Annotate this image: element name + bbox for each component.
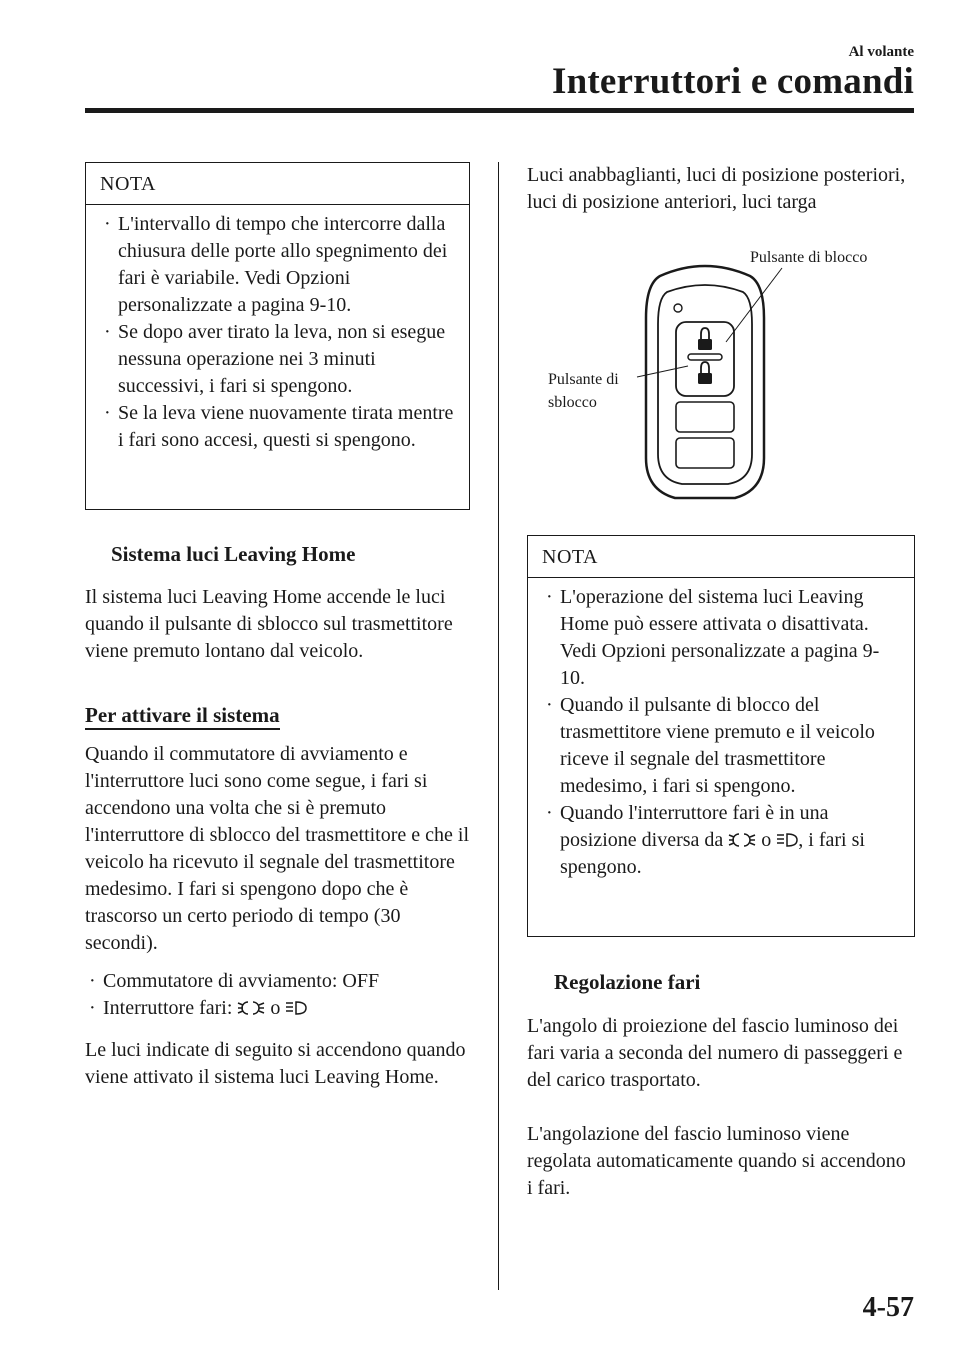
adjust-paragraph-2: L'angolazione del fascio luminoso viene regolata automaticamente quando si accendono i fari.	[527, 1123, 906, 1199]
low-beam-headlight-icon	[285, 1000, 307, 1016]
closing-paragraph: Le luci indicate di seguito si accendono quando viene attivato il sistema luci Leaving Home.	[85, 1039, 466, 1088]
subheading-activate: Per attivare il sistema	[85, 703, 280, 730]
note-item: · L'operazione del sistema luci Leaving Home può essere attivata o disattivata. Vedi Opzioni personalizzate a pagina 9-10.	[546, 586, 880, 689]
condition-switch: · Interruttore fari: o	[85, 995, 307, 1022]
note-item: · Se la leva viene nuovamente tirata mentre i fari sono accesi, questi si spengono.	[104, 402, 454, 451]
intro-paragraph: Il sistema luci Leaving Home accende le luci quando il pulsante di sblocco sul trasmettitore viene premuto lontano dal veicolo.	[85, 586, 453, 662]
page-title: Interruttori e comandi	[552, 61, 914, 102]
callout-unlock-button-line2: sblocco	[548, 394, 597, 411]
adjust-paragraph-1: L'angolo di proiezione del fascio luminoso dei fari varia a seconda del numero di passeggeri e del carico trasportato.	[527, 1015, 903, 1091]
note-item: · Se dopo aver tirato la leva, non si esegue nessuna operazione nei 3 minuti successivi, i fari si spengono.	[104, 321, 446, 397]
callout-unlock-button-line1: Pulsante di	[548, 371, 619, 388]
keyfob-illustration	[640, 258, 770, 508]
note-body	[528, 578, 914, 891]
parking-light-icon	[237, 1000, 265, 1016]
lights-list-paragraph: Luci anabbaglianti, luci di posizione posteriori, luci di posizione anteriori, luci targa	[527, 164, 906, 213]
chapter-label: Al volante	[848, 44, 914, 60]
page-number: 4-57	[862, 1292, 914, 1323]
callout-lock-button: Pulsante di blocco	[750, 249, 868, 266]
note-item: · L'intervallo di tempo che intercorre dalla chiusura delle porte allo spegnimento dei fari è variabile. Vedi Opzioni personalizzate a pagina 9-10.	[104, 213, 448, 316]
note-label: NOTA	[528, 536, 914, 578]
condition-ignition: · Commutatore di avviamento: OFF	[89, 970, 380, 992]
section-heading-headlight-adjust: Regolazione fari	[554, 970, 701, 994]
activate-paragraph: Quando il commutatore di avviamento e l'interruttore luci sono come segue, i fari si accendono una volta che si è premuto l'interruttore di sblocco del trasmettitore e che il veicolo ha ricevuto il segnale del trasmettitore medesimo. I fari si spengono dopo che è trascorso un certo periodo di tempo (30 secondi).	[85, 743, 470, 954]
note-box-1	[85, 162, 470, 510]
note-box-2	[527, 535, 915, 937]
low-beam-headlight-icon	[776, 832, 798, 848]
parking-light-icon	[728, 832, 756, 848]
note-item: · Quando l'interruttore fari è in una posizione diversa da o , i fari si spengono.	[546, 802, 865, 878]
note-item: · Quando il pulsante di blocco del trasmettitore viene premuto e il veicolo riceve il segnale del trasmettitore medesimo, i fari si spengono.	[546, 694, 875, 797]
column-divider	[498, 162, 499, 1290]
section-heading-leaving-home: Sistema luci Leaving Home	[111, 542, 356, 566]
note-label: NOTA	[86, 163, 469, 205]
header-rule	[85, 108, 914, 113]
note-body	[86, 205, 469, 464]
